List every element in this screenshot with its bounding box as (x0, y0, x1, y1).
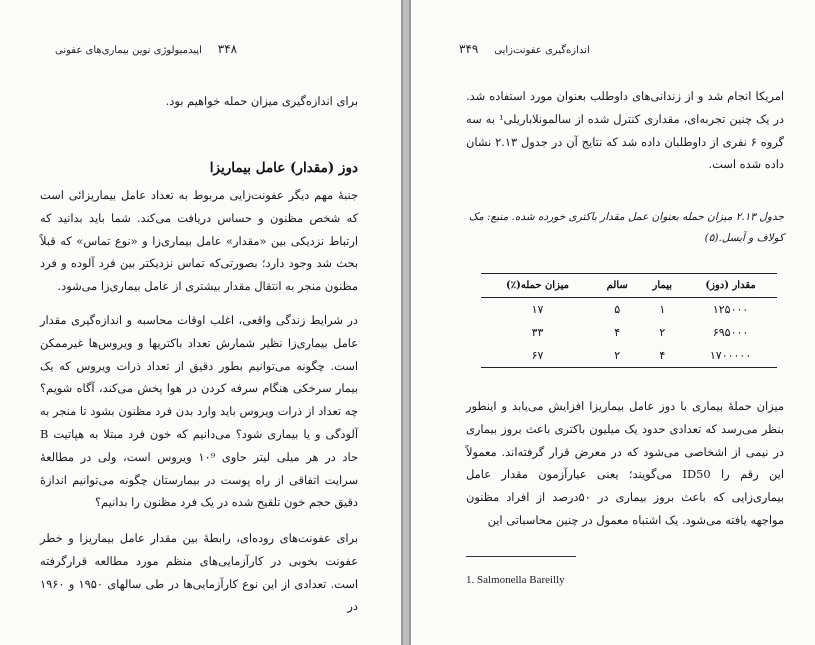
table-cell-sick: ۴ (640, 344, 684, 368)
table-header-sick: بیمار (640, 274, 684, 298)
left-intro-line: برای اندازه‌گیری میزان حمله خواهیم بود. (165, 94, 358, 108)
table-cell-sick: ۲ (659, 326, 666, 339)
table-header-dose: مقدار (دوز) (684, 274, 777, 298)
left-page-number: ۳۴۸ (217, 42, 238, 56)
footnote-rule (466, 556, 576, 557)
table-caption: جدول ۲.۱۳ میزان حمله بعنوان عمل مقدار باکتری خورده شده. منبع: مک کولاف و آیسل.(۵) (468, 211, 784, 244)
right-header-title: اندازه‌گیری عفونت‌زایی (494, 45, 590, 56)
table-cell-sick: ۱ (659, 303, 666, 316)
table-header-row (481, 274, 777, 298)
table-row (481, 344, 777, 368)
left-paragraph-3: برای عفونت‌های روده‌ای، رابطهٔ بین مقدار عامل بیماریزا و خطر عفونت بخوبی در کارآزمایی‌های منظم مورد مطالعه قرارگرفته است. تعدادی از این نوع کارآزمایی‌ها در طی سالهای ۱۹۵۰ و ۱۹۶۰ در (40, 531, 358, 614)
right-paragraph-bottom: میزان حملهٔ بیماری با دوز عامل بیماریزا افزایش می‌یابد و اینطور بنظر می‌رسد که تعدادی حدود یک میلیون باکتری باعث بروز بیماری در نیمی از اشخاصی می‌شود که در معرض قرار گرفته‌اند. معمولاً این رقم را ID50 می‌گویند؛ یعنی عیارآزمون مقدار عامل بیماری‌زایی که باعث بروز بیماری در ۵۰درصد از افراد مظنون مواجهه یافته می‌شود. یک اشتباه معمول در چنین محاسباتی این (466, 399, 784, 527)
dose-attack-rate-table (481, 273, 777, 368)
right-page-number: ۳۴۹ (459, 42, 479, 56)
table-cell-healthy: ۲ (594, 344, 640, 368)
table-cell-attack-rate: ۳۳ (531, 326, 544, 339)
left-paragraph-2: در شرایط زندگی واقعی، اغلب اوقات محاسبه و اندازه‌گیری مقدار عامل بیماری‌زا نظیر شمارش تعداد باکتریها و ویروس‌ها غیرممکن است. چگونه می‌توانیم بطور دقیق از تعداد ذرات ویروس که یک بیمار سرخکی هنگام سرفه کردن در هوا پخش می‌کند، آگاه شویم؟ چه تعداد از ذرات ویروس باید وارد بدن فرد مظنون بشود تا منجر به آلودگی و یا بیماری شود؟ می‌دانیم که خون فرد مبتلا به هپاتیت B حاد در هر میلی لیتر حاوی ۱۰⁹ ویروس است، ولی در مطالعهٔ سرایت اتفاقی از راه پوست در بیمارستان چگونه می‌توانیم اندازهٔ دقیق حجم خون تلقیح شده در یک فرد مظنون را بدانیم؟ (40, 313, 358, 510)
table-cell-dose: ۱۲۵۰۰۰ (712, 303, 749, 316)
table-row (481, 298, 777, 322)
left-paragraph-1: جنبهٔ مهم دیگر عفونت‌زایی مربوط به تعداد عامل بیماریزائی است که شخص مظنون و حساس دریافت می‌کند. شما باید بدانید که ارتباط نزدیکی بین «مقدار» عامل بیماری‌زا و «نوع تماس» که قبلاً بحث شد وجود دارد؛ بصورتی‌که تماس نزدیکتر بین فرد آلوده و فرد مظنون منجر به انتقال مقدار بیشتری از عامل بیماری‌زا می‌شود. (40, 188, 358, 294)
table-cell-attack-rate: ۱۷ (531, 303, 544, 316)
footnote: 1. Salmonella Bareilly (466, 574, 565, 586)
right-running-header (459, 42, 590, 56)
table-header-attack-rate: میزان حمله(٪) (481, 274, 594, 298)
left-header-title: اپیدمیولوژی نوین بیماری‌های عفونی (55, 45, 202, 56)
right-paragraph-top: امریکا انجام شد و از زندانی‌های داوطلب بعنوان مورد استفاده شد. در یک چنین تجربه‌ای، مقداری کنترل شده از سالمونلاباریلی¹ به سه گروه ۶ نفری از داوطلبان داده شد که نتایج آن در جدول ۲.۱۳ نشان داده شده است. (466, 89, 784, 172)
table-cell-attack-rate: ۶۷ (481, 344, 594, 368)
table-cell-dose: ۱۷۰۰۰۰۰ (684, 344, 777, 368)
table-cell-dose: ۶۹۵۰۰۰ (712, 326, 749, 339)
left-page (0, 0, 403, 645)
right-page (409, 0, 815, 645)
left-running-header (55, 42, 237, 56)
table-header-healthy: سالم (594, 274, 640, 298)
table-row (481, 321, 777, 344)
section-heading: دوز (مقدار) عامل بیماریزا (209, 160, 358, 176)
table-cell-healthy: ۴ (614, 326, 621, 339)
table-cell-healthy: ۵ (614, 303, 621, 316)
